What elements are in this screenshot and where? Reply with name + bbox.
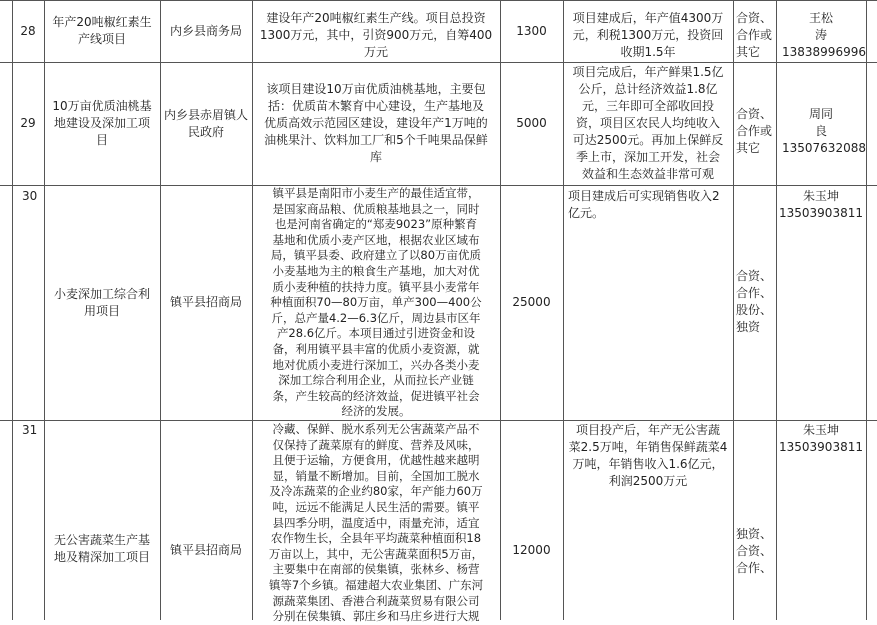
row-number-text: 29 <box>20 116 36 130</box>
contact-person: 王松 涛 <box>808 11 833 42</box>
contact-phone: 13838996996 <box>782 45 866 59</box>
responsible-unit-text: 内乡县赤眉镇人 民政府 <box>163 107 248 139</box>
row-number: 31 <box>22 423 38 437</box>
project-name-text: 10万亩优质油桃基 地建设及深加工项 目 <box>52 99 152 147</box>
project-name-text: 年产20吨椒红素生 产线项目 <box>52 15 152 46</box>
contact-phone: 13503903811 <box>779 206 863 220</box>
contact-phone: 13507632088 <box>782 141 866 155</box>
cooperation-mode: 独资、 合资、 合作、 <box>736 527 773 575</box>
project-name: 无公害蔬菜生产基 地及精深加工项目 <box>53 533 150 564</box>
responsible-unit <box>160 0 252 62</box>
project-content: 建设年产20吨椒红素生产线。项目总投资 1300万元，其中，引资900万元，自筹400 万元 <box>259 11 493 59</box>
economic-benefit: 项目投产后，年产无公害蔬 菜2.5万吨，年销售保鲜蔬菜4 万吨，年销售收入1.6亿元， 利润2500万元 <box>568 423 728 488</box>
economic-benefit: 项目完成后，年产鲜果1.5亿 公斤，总计经济效益1.8亿 元，三年即可全部收回投 资，项目区农民人均纯收入 可达2500元。再加上保鲜反 季上市，深加工开发，社会 效益和生态效益非常可观 <box>572 65 724 181</box>
column-divider <box>733 0 734 620</box>
row-number <box>12 62 44 185</box>
cooperation-mode: 合资、 合作、 股份、 独资 <box>736 269 773 334</box>
project-content-text: 该项目建设10万亩优质油桃基地，主要包 括：优质苗木繁育中心建设，生产基地及 优质高效示范园区建设，建设年产1万吨的 油桃果汁、饮料加工厂和5个千吨果品保鲜 库 <box>264 82 488 164</box>
investment-amount-text: 1300 <box>516 23 547 38</box>
cooperation-mode: 合资、 合作或 其它 <box>736 107 773 155</box>
contact-person: 朱玉坤 <box>802 423 839 437</box>
contact-phone: 13503903811 <box>779 440 863 454</box>
economic-benefit: 项目建成后可实现销售收入2 亿元。 <box>568 189 720 220</box>
investment-amount <box>500 62 563 185</box>
investment-amount: 12000 <box>512 543 551 557</box>
contact-person: 周同 良 <box>808 107 833 138</box>
column-divider <box>866 0 867 620</box>
economic-benefit: 项目建成后，年产值4300万 元，利税1300万元，投资回 收期1.5年 <box>572 11 724 59</box>
responsible-unit <box>160 185 252 420</box>
project-name <box>44 62 160 185</box>
row-number: 30 <box>22 189 38 203</box>
row-number <box>12 0 44 62</box>
row-divider <box>0 420 877 421</box>
responsible-unit-text: 镇平县招商局 <box>169 295 242 309</box>
investment-amount-text: 25000 <box>512 295 551 309</box>
row-number-text: 28 <box>20 23 36 38</box>
project-name-text: 小麦深加工综合利 用项目 <box>53 286 150 318</box>
investment-amount-text: 5000 <box>516 116 547 130</box>
responsible-unit: 镇平县招商局 <box>169 543 242 557</box>
contact-person: 朱玉坤 <box>802 189 839 203</box>
responsible-unit <box>160 62 252 185</box>
cooperation-mode: 合资、 合作或 其它 <box>736 11 773 59</box>
project-content: 镇平县是南阳市小麦生产的最佳适宜带， 是国家商品粮、优质粮基地县之一，同时 也是河南省确定的“郑麦9023”原种繁育 基地和优质小麦产区地，根据农业区域布 局，镇平县委、政府建立了以80万亩优质 小麦基地为主的粮食生产基地，加大对优 质小麦种植的扶持力度。镇平县小麦常年 种植面积70—80万亩，单产300—400公 斤，总产量4.2—6.3亿斤，周边县市区年 产28.6亿斤。本项目通过引进资金和设 备，利用镇平县丰富的优质小麦资源，就 地对优质小麦进行深加工，兴办各类小麦 深加工综合利用企业，从而拉长产业链 条，产生较高的经济效益，促进镇平社会 经济的发展。 <box>270 186 482 419</box>
project-content <box>252 62 500 185</box>
investment-amount <box>500 0 563 62</box>
project-content: 冷藏、保鲜、脱水系列无公害蔬菜产品不 仅保持了蔬菜原有的鲜度、营养及风味， 且便于运输，方便食用，优越性越来越明 显，销量不断增加。目前，全国加工脱水 及冷冻蔬菜的企业约80家，年产能力60万 吨，远远不能满足人民生活的需要。镇平 县四季分明，温度适中，雨量充沛，适宜 农作物生长，全县年平均蔬菜种植面积18 万亩以上，其中，无公害蔬菜面积5万亩， 主要集中在南部的侯集镇，张林乡、杨营 镇等7个乡镇。福建超大农业集团、广东河 源蔬菜集团、香港合利蔬菜贸易有限公司 分别在侯集镇、郭庄乡和马庄乡进行大规 <box>268 422 484 624</box>
project-name <box>44 185 160 420</box>
investment-amount <box>500 185 563 420</box>
responsible-unit-text: 内乡县商务局 <box>169 23 242 38</box>
project-name <box>44 0 160 62</box>
